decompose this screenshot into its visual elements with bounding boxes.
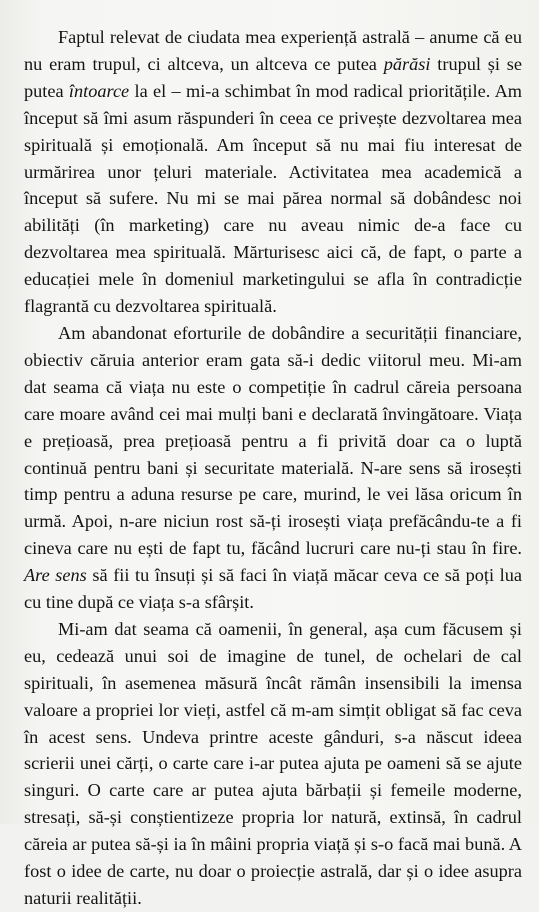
paragraph-1 <box>24 24 522 320</box>
italic-text-run: întoarce <box>68 80 130 101</box>
italic-text-run: Are sens <box>24 565 87 586</box>
paragraph-2 <box>24 320 522 616</box>
text-run: să fii tu însuți și să faci în viață măcar ceva ce să poți lua cu tine după ce viața s-a sfârșit. <box>24 565 522 613</box>
text-run: Mi-am dat seama că oamenii, în general, așa cum făcusem și eu, cedează unui soi de imagine de tunel, de ochelari de cal spirituali, în asemenea măsură încât rămân insensibili la imensa valoare a propriei lor vieți, astfel că m-am simțit obligat să fac ceva în acest sens. Undeva printre aceste gânduri, s-a născut ideea scrierii unei cărți, o carte care i-ar putea ajuta pe oameni să se ajute singuri. O carte care ar putea ajuta bărbații și femeile moderne, stresați, să-și conștientizeze propria lor natură, extinsă, în cadrul căreia ar putea să-și ia în mâini propria viață și s-o facă mai bună. A fost o idee de carte, nu doar o proiecție astrală, dar și o idee asupra naturii realității. <box>24 618 522 908</box>
text-run: la el – mi-a schimbat în mod radical prioritățile. Am început să îmi asum răspunderi în ceea ce privește dezvoltarea mea spirituală și emoțională. Am început să nu mai fiu interesat de urmărirea unor țeluri materiale. Activitatea mea academică a început să sufere. Nu mi se mai părea normal să dobândesc noi abilități (în marketing) care nu aveau nimic de-a face cu dezvoltarea mea spirituală. Mărturisesc aici că, de fapt, o parte a educației mele în domeniul marketingului se afla în contradicție flagrantă cu dezvoltarea spirituală. <box>24 80 522 317</box>
text-run: trupul și se putea <box>24 53 522 101</box>
page-text <box>24 24 522 912</box>
text-run: Am abandonat eforturile de dobândire a securității financiare, obiectiv căruia anterior eram gata să-i dedic viitorul meu. Mi-am dat seama că viața nu este o competiție în cadrul căreia persoana care moare având cei mai mulți bani e declarată învingătoare. Viața e prețioasă, prea prețioasă pentru a fi privită doar ca o luptă continuă pentru bani și securitate materială. N-are sens să irosești timp pentru a aduna resurse pe care, murind, le vei lăsa oricum în urmă. Apoi, n-are niciun rost să-ți irosești viața prefăcându-te a fi cineva care nu ești de fapt tu, făcând lucruri care nu-ți stau în fire. <box>24 322 522 559</box>
italic-text-run: părăsi <box>383 53 431 74</box>
text-run: Faptul relevat de ciudata mea experiență astrală – anume că eu nu eram trupul, ci altceva, un altceva ce putea <box>24 27 522 74</box>
paragraph-3 <box>24 616 522 912</box>
